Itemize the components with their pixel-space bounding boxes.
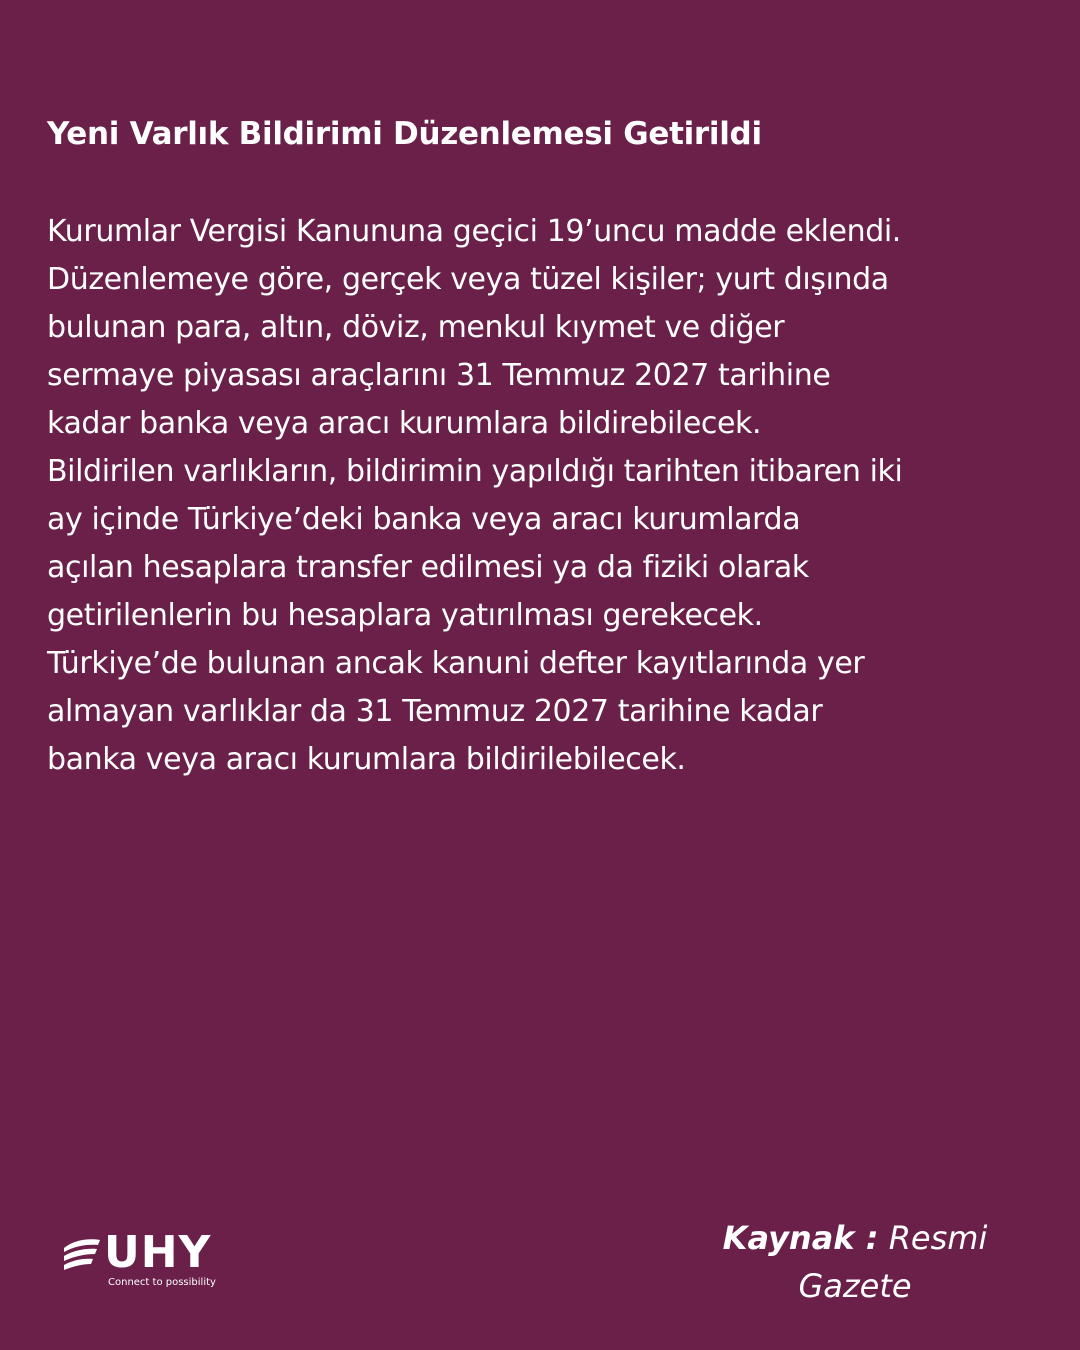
source-value-line2: Gazete (798, 1267, 912, 1305)
source-credit (690, 1214, 1020, 1310)
article-body (47, 208, 1067, 784)
uhy-logo (62, 1227, 232, 1294)
logo-wordmark: UHY (104, 1227, 212, 1278)
uhy-swoosh-icon (62, 1236, 102, 1272)
source-label: Kaynak : (722, 1219, 879, 1257)
body-line: banka veya aracı kurumlara bildirilebilecek. (47, 742, 686, 777)
body-line: açılan hesaplara transfer edilmesi ya da fiziki olarak (47, 550, 809, 585)
body-line: Türkiye’de bulunan ancak kanuni defter kayıtlarında yer (47, 646, 865, 681)
body-line: almayan varlıklar da 31 Temmuz 2027 tarihine kadar (47, 694, 823, 729)
source-value: Resmi (888, 1219, 988, 1257)
body-line: ay içinde Türkiye’deki banka veya aracı kurumlarda (47, 502, 801, 537)
body-line: getirilenlerin bu hesaplara yatırılması gerekecek. (47, 598, 763, 633)
logo-tagline: Connect to possibility (108, 1277, 216, 1288)
page-title: Yeni Varlık Bildirimi Düzenlemesi Getirildi (47, 116, 762, 152)
body-line: Düzenlemeye göre, gerçek veya tüzel kişiler; yurt dışında (47, 262, 889, 297)
body-line: Bildirilen varlıkların, bildirimin yapıldığı tarihten itibaren iki (47, 454, 903, 489)
body-line: bulunan para, altın, döviz, menkul kıymet ve diğer (47, 310, 785, 345)
body-line: kadar banka veya aracı kurumlara bildirebilecek. (47, 406, 762, 441)
body-line: sermaye piyasası araçlarını 31 Temmuz 2027 tarihine (47, 358, 831, 393)
body-line: Kurumlar Vergisi Kanununa geçici 19’uncu madde eklendi. (47, 214, 901, 249)
